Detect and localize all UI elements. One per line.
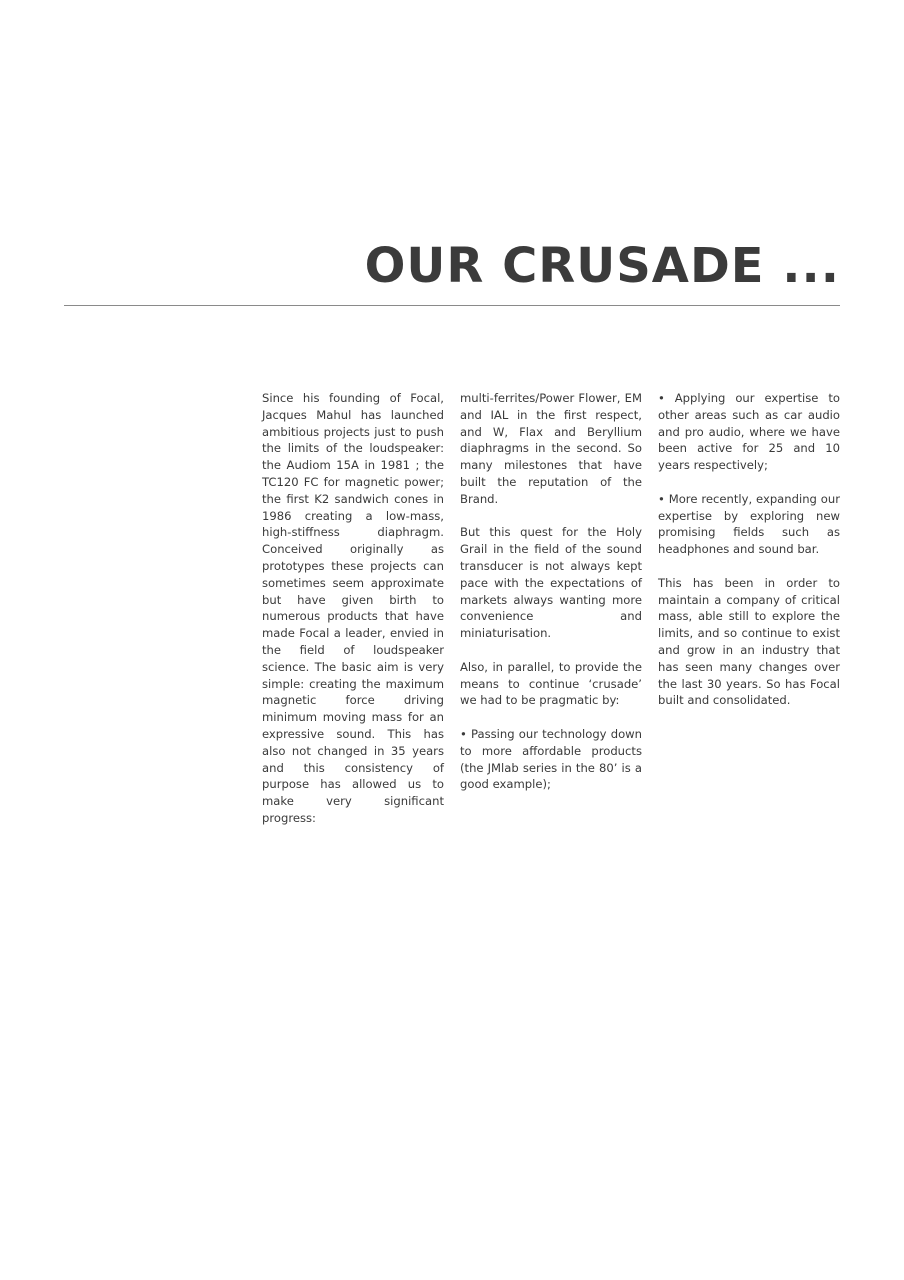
text-column-3 <box>658 390 840 726</box>
paragraph: • More recently, expanding our expertise by exploring new promising fields such as headphones and sound bar. <box>658 491 840 557</box>
text-column-1 <box>262 390 444 844</box>
text-column-2 <box>460 390 642 810</box>
paragraph: • Passing our technology down to more affordable products (the JMlab series in the 80’ is a good example); <box>460 726 642 792</box>
title-divider <box>64 305 840 306</box>
paragraph: This has been in order to maintain a company of critical mass, able still to explore the limits, and so continue to exist and grow in an industry that has seen many changes over the last 30 years. So has Focal built and consolidated. <box>658 575 840 708</box>
paragraph: • Applying our expertise to other areas such as car audio and pro audio, where we have been active for 25 and 10 years respectively; <box>658 391 840 473</box>
paragraph: multi-ferrites/Power Flower, EM and IAL in the first respect, and W, Flax and Beryllium diaphragms in the second. So many milestones that have built the reputation of the Brand. <box>460 391 642 506</box>
paragraph: Since his founding of Focal, Jacques Mahul has launched ambitious projects just to push the limits of the loudspeaker: the Audiom 15A in 1981 ; the TC120 FC for magnetic power; the first K2 sandwich cones in 1986 creating a low-mass, high-stiffness diaphragm. Conceived originally as prototypes these projects can sometimes seem approximate but have given birth to numerous products that have made Focal a leader, envied in the field of loudspeaker science. The basic aim is very simple: creating the maximum magnetic force driving minimum moving mass for an expressive sound. This has also not changed in 35 years and this consistency of purpose has allowed us to make very significant progress: <box>262 391 444 825</box>
paragraph: Also, in parallel, to provide the means to continue ‘crusade’ we had to be pragmatic by: <box>460 659 642 708</box>
paragraph: But this quest for the Holy Grail in the field of the sound transducer is not always kept pace with the expectations of markets always wanting more convenience and miniaturisation. <box>460 525 642 641</box>
page-title: OUR CRUSADE ... <box>364 238 840 294</box>
